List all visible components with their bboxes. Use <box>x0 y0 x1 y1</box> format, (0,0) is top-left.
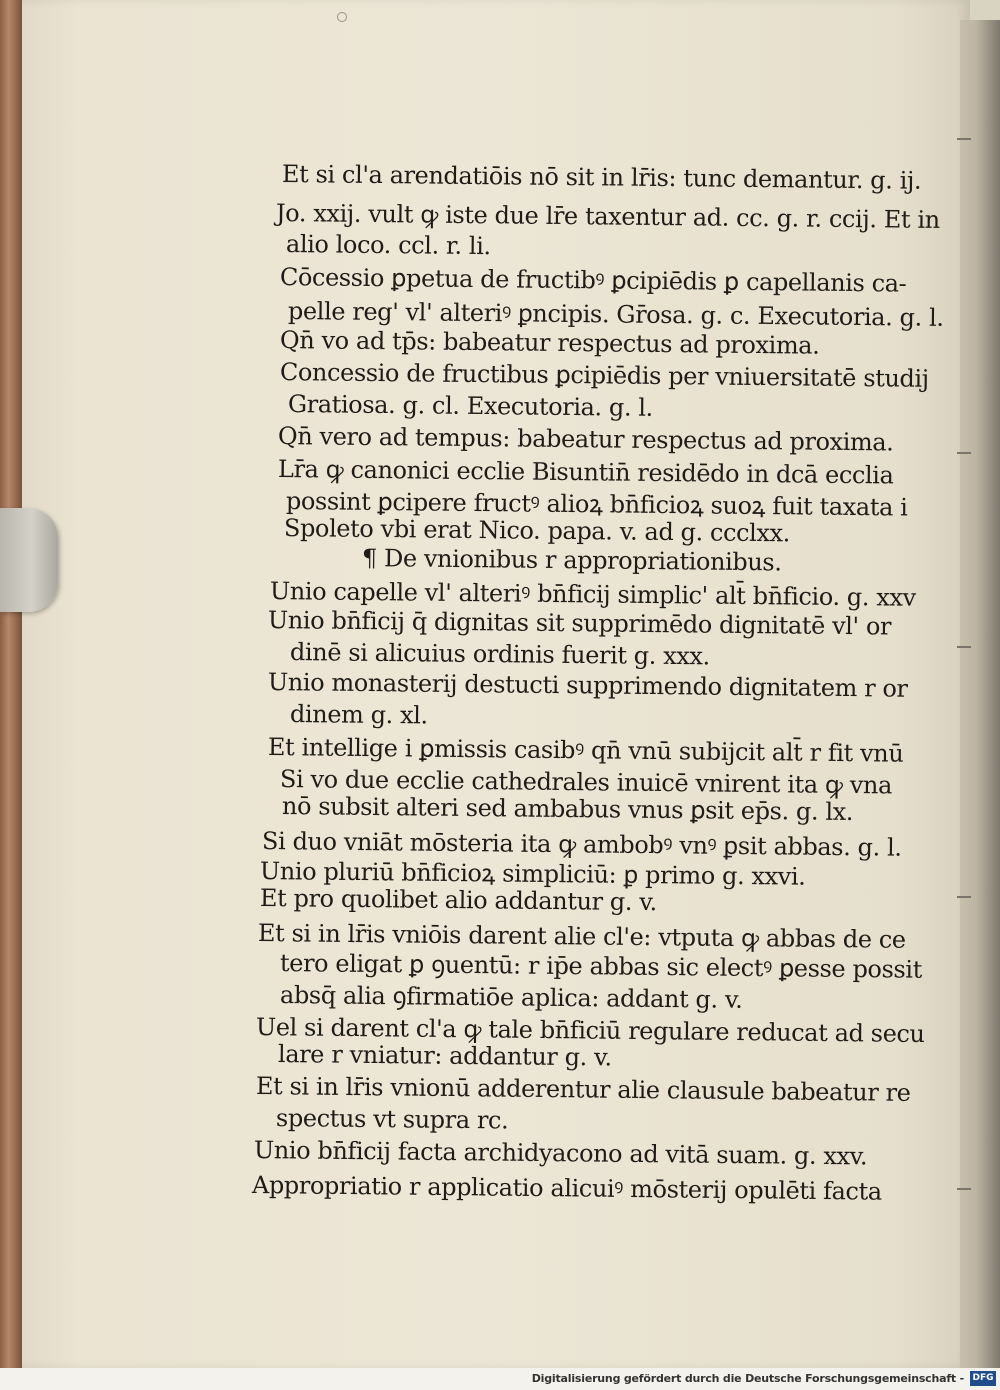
text-line: Unio capelle vl' alteriꝰ bn̄ficij simplic' alt̄ bn̄ficio. g. xxv <box>269 577 916 612</box>
text-line: pelle reg' vl' alteriꝰ ꝑncipis. Gr̄osa. g. c. Executoria. g. l. <box>287 297 944 332</box>
text-line: nō subsit alteri sed ambabus vnus ꝑsit ep̄s. g. lx. <box>281 792 854 826</box>
stitch-mark <box>957 138 971 140</box>
stitch-mark <box>957 646 971 648</box>
text-line: dinem g. xl. <box>289 700 428 730</box>
stitch-mark <box>957 896 971 898</box>
text-line: Et si in lr̄is vnionū adderentur alie clausule babeatur re <box>255 1072 911 1107</box>
text-line: Qn̄ vero ad tempus: babeatur respectus ad proxima. <box>277 422 894 457</box>
text-line: Unio bn̄ficij facta archidyacono ad vitā suam. g. xxv. <box>253 1136 868 1171</box>
text-line: Unio bn̄ficij q̄ dignitas sit supprimēdo dignitatē vl' or <box>267 606 892 641</box>
text-line: tero eligat ꝑ ꝯuentū: r ip̄e abbas sic electꝰ ꝑesse possit <box>279 949 923 984</box>
text-line: Unio monasterij destucti supprimendo dignitatem r or <box>267 668 908 703</box>
text-line: absq̄ alia ꝯfirmatiōe aplica: addant g. v. <box>279 981 743 1014</box>
text-line: Et intellige i ꝑmissis casibꝰ qn̄ vnū subijcit alt̄ r fit vnū <box>267 733 904 768</box>
text-line: Et si cl'a arendatiōis nō sit in lr̄is: tunc demantur. g. ij. <box>281 160 922 195</box>
ring-mark <box>337 12 347 22</box>
stitch-mark <box>957 452 971 454</box>
text-line: Cōcessio ꝑpetua de fructibꝰ ꝑcipiēdis ꝑ capellanis ca- <box>279 263 907 298</box>
text-line: Uel si darent cl'a ꝙ tale bn̄ficiū regulare reducat ad secu <box>255 1013 925 1049</box>
text-line: lare r vniatur: addantur g. v. <box>277 1040 612 1072</box>
dfg-logo: DFG <box>970 1371 996 1386</box>
page-fold <box>960 20 1000 1368</box>
stitch-mark <box>957 1188 971 1190</box>
text-line: Si duo vniāt mōsteria ita ꝙ ambobꝰ vnꝰ ꝑsit abbas. g. l. <box>261 827 902 862</box>
text-line: spectus vt supra rc. <box>275 1104 509 1135</box>
text-line: Spoleto vbi erat Nico. papa. v. ad g. ccclxx. <box>283 514 791 548</box>
section-heading: ¶ De vnionibus r appropriationibus. <box>361 544 782 577</box>
text-line: Appropriatio r applicatio alicuiꝰ mōsterij opulēti facta <box>251 1171 882 1206</box>
text-line: dinē si alicuius ordinis fuerit g. xxx. <box>289 638 710 671</box>
page-clip <box>0 508 58 612</box>
text-line: Si vo due ecclie cathedrales inuicē vnirent ita ꝙ vna <box>279 765 893 800</box>
footer-bar <box>0 1368 1000 1390</box>
text-line: Jo. xxij. vult ꝙ iste due lr̄e taxentur ad. cc. g. r. ccij. Et in <box>275 199 940 234</box>
text-line: possint ꝑcipere fructꝰ alioꝝ bn̄ficioꝝ suoꝝ fuit taxata i <box>285 487 908 522</box>
funding-credit: Digitalisierung gefördert durch die Deutsche Forschungsgemeinschaft - <box>531 1372 964 1385</box>
text-line: Lr̄a ꝙ canonici ecclie Bisuntin̄ residēdo in dcā ecclia <box>277 455 894 490</box>
text-line: Unio pluriū bn̄ficioꝝ simpliciū: ꝑ primo g. xxvi. <box>259 857 806 891</box>
text-line: Et si in lr̄is vniōis darent alie cl'e: vtputa ꝙ abbas de ce <box>257 919 906 954</box>
binding-edge <box>0 0 24 1368</box>
text-line: alio loco. ccl. r. li. <box>285 230 491 261</box>
text-line: Concessio de fructibus ꝑcipiēdis per vniuersitatē studij <box>279 358 929 393</box>
text-line: Gratiosa. g. cl. Executoria. g. l. <box>287 390 654 422</box>
text-line: Et pro quolibet alio addantur g. v. <box>259 884 657 917</box>
text-line: Qn̄ vo ad tp̄s: babeatur respectus ad proxima. <box>279 326 820 360</box>
